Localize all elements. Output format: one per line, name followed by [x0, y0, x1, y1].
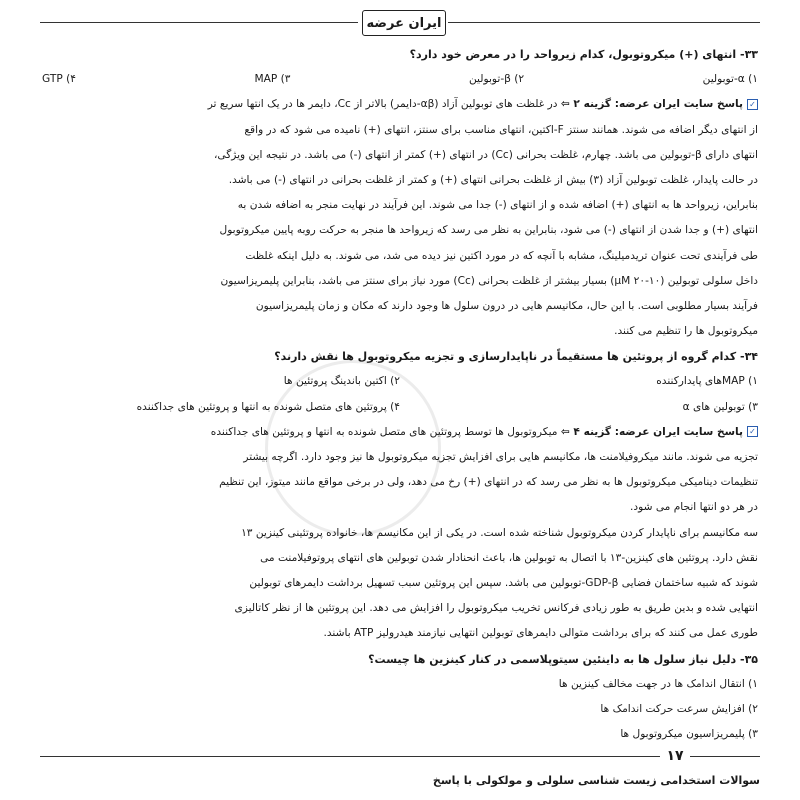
answer-34-line: نقش دارد. پروتئین های کینزین-۱۳ با اتصال به توبولین ها، باعث انحنادار شدن توبولین های انتهای پروتوفیلامنت می: [260, 551, 758, 564]
options-34-row-2: [42, 395, 758, 420]
answer-34-line-1: [42, 420, 758, 445]
answer-33-line-1: [42, 92, 758, 117]
answer-34-line: تجزیه می شوند. مانند میکروفیلامنت ها، مکانیسم هایی برای افزایش تجزیه میکروتوبول ها نیز وجود دارد. اگرچه بیشتر: [243, 451, 758, 463]
page-number: ۱۷: [666, 748, 684, 764]
option-35-1: ۱) انتقال اندامک ها در جهت مخالف کینزین ها: [558, 677, 758, 690]
question-35: ۳۵- دلیل نیاز سلول ها به داینئین سیتوپلاسمی در کنار کینزین ها چیست؟: [368, 652, 758, 666]
checkbox-icon: ✓: [747, 99, 758, 110]
answer-33-line: فرآیند بسیار مطلوبی است. با این حال، مکانیسم هایی در درون سلول ها وجود دارند که مکان و زمان پلیمریزاسیون: [255, 299, 758, 312]
answer-33-label: پاسخ سایت ایران عرضه: گزینه ۲ ⇦: [560, 98, 743, 111]
footer-rule: [40, 756, 660, 757]
option-35-3: ۳) پلیمریزاسیون میکروتوبول ها: [620, 728, 758, 741]
option-33-1: ۱) α-توبولین: [702, 73, 758, 86]
answer-34-line: در هر دو انتها انجام می شود.: [630, 501, 758, 514]
option-34-1: ۱) MAPهای پایدارکننده: [656, 375, 758, 388]
answer-34-line: شوند که شبیه ساختمان فضایی GDP-β-توبولین می باشد. سپس این پروتئین سبب تسهیل برداشت دایمرهای توبولین: [249, 576, 758, 589]
option-33-4: ۴) GTP: [42, 73, 76, 86]
answer-33-line: انتهای دارای β-توبولین می باشد. چهارم، غلظت بحرانی (Cc) در انتهای (+) کمتر از انتهای (-) می باشد. در نتیجه این ویژگی،: [213, 148, 758, 161]
option-34-3: ۳) توبولین های α: [682, 400, 758, 413]
footer-title: سوالات استخدامی زیست شناسی سلولی و مولکولی با پاسخ: [432, 774, 760, 787]
option-34-4: ۴) پروتئین های متصل شونده به انتها و پروتئین های جداکننده: [136, 400, 400, 413]
answer-34-line: تنظیمات دینامیکی میکروتوبول ها به نظر می رسد که در انتهای (+) رخ می دهد، ولی در برخی مواقع مانند میتوز، این تنظیم: [219, 476, 758, 489]
question-34: ۳۴- کدام گروه از پروتئین ها مستقیماً در ناپایدارسازی و تجزیه میکروتوبول ها نقش دارند؟: [274, 350, 758, 364]
answer-33-line: داخل سلولی توبولین (۱۰-۲۰ μM) بسیار بیشتر از غلظت بحرانی (Cc) مورد نیاز برای سنتز می باشد، بنابراین پلیمریزاسیون: [220, 274, 758, 287]
answer-34-label: پاسخ سایت ایران عرضه: گزینه ۴ ⇦: [560, 425, 743, 438]
answer-33-line: از انتهای دیگر اضافه می شوند. همانند سنتز F-اکتین، انتهای مناسب برای سنتز، انتهای (+) نامیده می شود که در واقع: [244, 123, 758, 136]
answer-33-line: انتهای (+) و جدا شدن از انتهای (-) می شود، بنابراین به نظر می رسد که زیرواحد ها منجر به حرکت روبه پایین میکروتوبول: [219, 224, 758, 237]
page-content: [42, 42, 758, 747]
question-33: ۳۳- انتهای (+) میکروتوبول، کدام زیرواحد را در معرض خود دارد؟: [409, 48, 758, 61]
answer-33-line: در حالت پایدار، غلظت توبولین آزاد (۳) بیش از غلظت بحرانی انتهای (+) و کمتر از غلظت بحرانی در انتهای (-) می باشد.: [228, 173, 758, 186]
option-33-3: ۳) MAP: [254, 73, 291, 86]
answer-34-line: طوری عمل می کنند که برای برداشت متوالی دایمرهای توبولین انتهایی نیازمند هیدرولیز ATP باشند.: [323, 627, 758, 640]
options-34-row-1: [42, 369, 758, 394]
answer-34-text: میکروتوبول ها توسط پروتئین های متصل شونده به انتها و پروتئین های جداکننده: [210, 425, 558, 438]
footer-rule-right: [690, 756, 760, 757]
brand-logo: ایران عرضه: [362, 10, 446, 36]
answer-34-line: انتهایی شده و بدین طریق به طور زیادی فرکانس تخریب میکروتوبول را افزایش می دهد. این پروتئین ها از نظر کاتالیزی: [234, 602, 758, 615]
option-33-2: ۲) β-توبولین: [468, 73, 525, 86]
options-33: [42, 67, 758, 92]
answer-33-line: بنابراین، زیرواحد ها به انتهای (+) اضافه شده و از انتهای (-) جدا می شوند. این فرآیند در نهایت منجر به اضافه شدن به: [237, 199, 758, 212]
answer-34-line: سه مکانیسم برای ناپایدار کردن میکروتوبول شناخته شده است. در یکی از این مکانیسم ها، خانواده پروتئینی کینزین ۱۳: [241, 526, 758, 539]
checkbox-icon: ✓: [747, 426, 758, 437]
header-rule-right: [448, 22, 760, 23]
option-34-2: ۲) اکتین باندینگ پروتئین ها: [283, 375, 400, 388]
header-rule-left: [40, 22, 358, 23]
answer-33-line: میکروتوبول ها را تنظیم می کنند.: [614, 325, 758, 338]
answer-33-line: طی فرآیندی تحت عنوان تریدمیلینگ، مشابه با آنچه که در مورد اکتین نیز دیده می شد، می شوند. به دلیل اینکه غلظت: [245, 249, 758, 262]
option-35-2: ۲) افزایش سرعت حرکت اندامک ها: [600, 702, 758, 715]
answer-33-text: در غلظت های توبولین آزاد (αβ-دایمر) بالاتر از Cc، دایمر ها در یک انتها سریع تر: [207, 98, 558, 111]
